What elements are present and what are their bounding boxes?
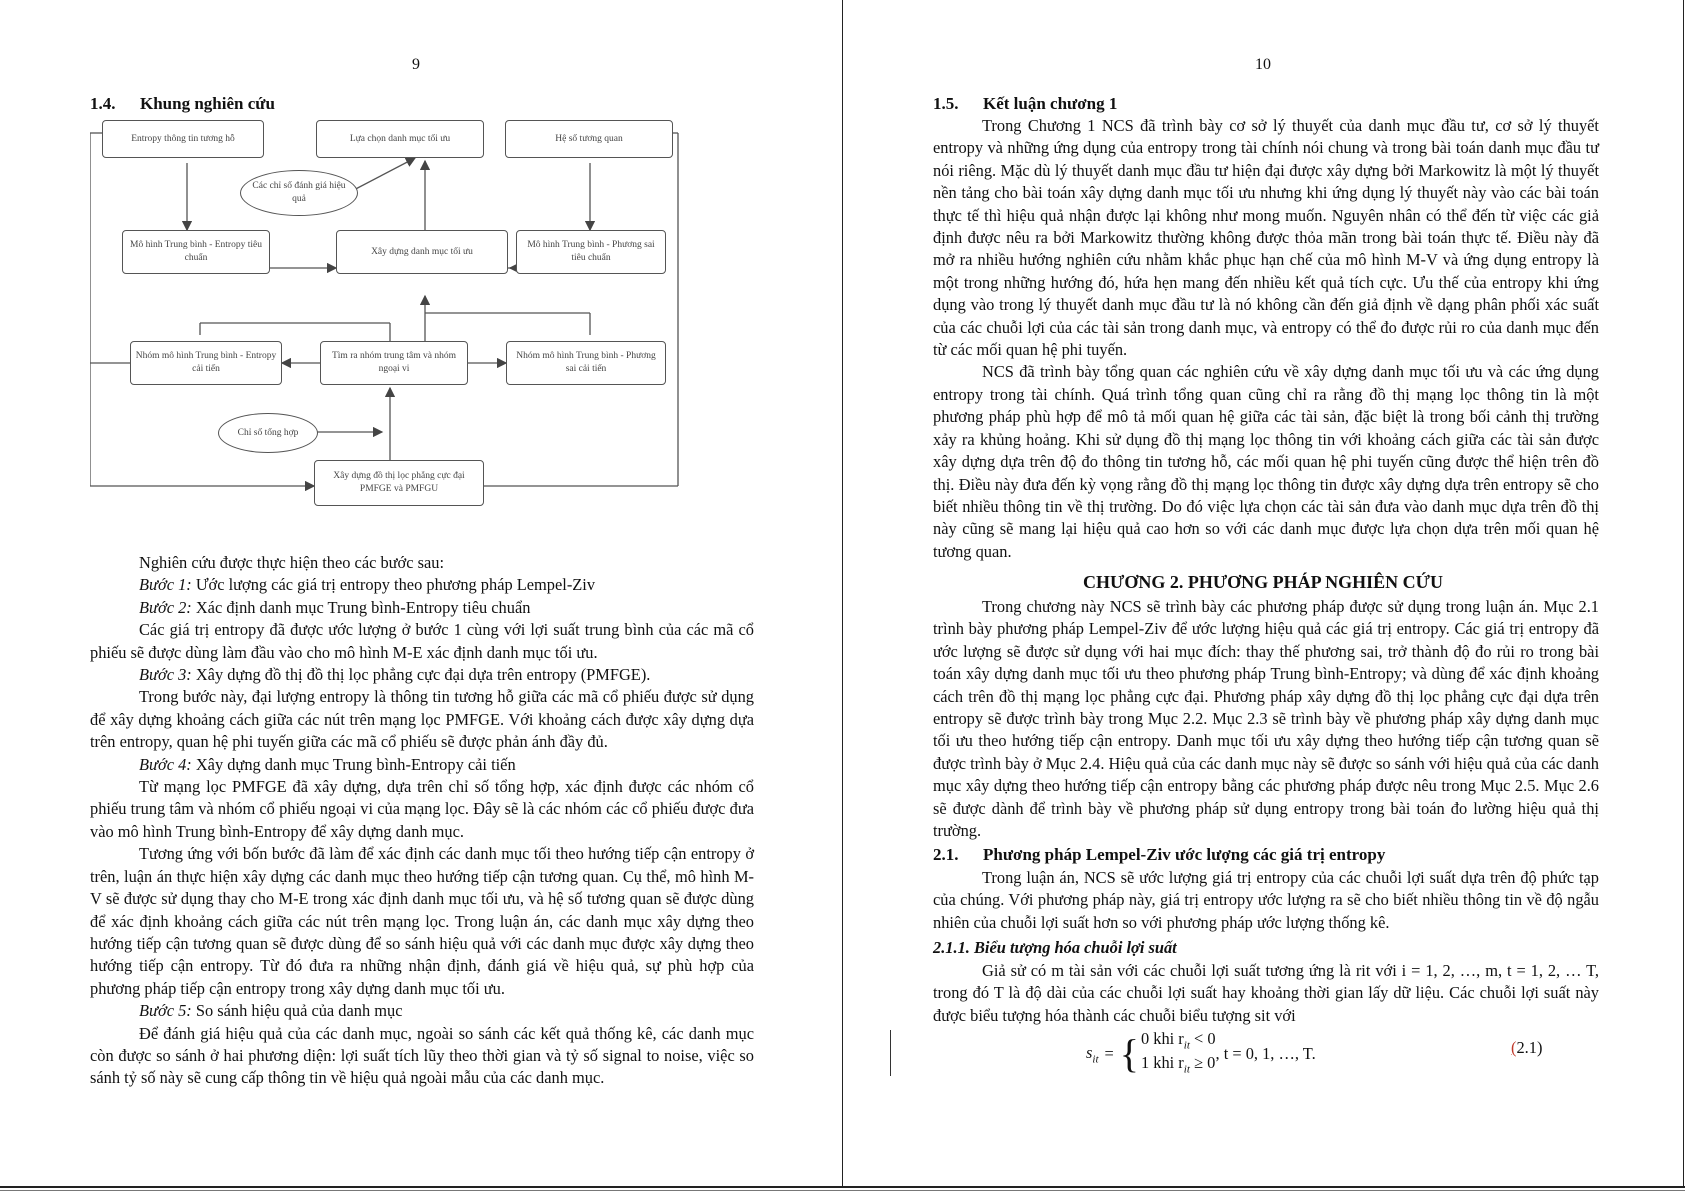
section-heading [90,94,275,114]
subsection-heading: 2.1.1. Biểu tượng hóa chuỗi lợi suất [933,938,1177,957]
formula-case-1-text: 0 khi r [1140,1029,1184,1048]
step4-text: Xây dựng danh mục Trung bình-Entropy cải tiến [191,754,516,774]
right-page [843,0,1683,1186]
step1-paragraph [90,574,754,596]
box-improved-mean-variance: Nhóm mô hình Trung bình - Phương sai cải tiến [506,341,666,385]
formula-equals: = [1104,1044,1114,1064]
lempel-ziv-paragraph: Trong luận án, NCS sẽ ước lượng giá trị entropy của các chuỗi lợi suất dựa trên độ phức tạp của chúng. Với phương pháp này, giá trị entropy ước lượng ra sẽ cho biết nhiều thông tin về độ ngẫu nhiên của chuỗi lợi suất hơn so với phương pháp ước lượng thống kê. [933,868,1599,932]
step2-text: Xác định danh mục Trung bình-Entropy tiêu chuẩn [191,597,531,617]
equation-number [1511,1038,1542,1058]
box-standard-mean-entropy: Mô hình Trung bình - Entropy tiêu chuẩn [122,230,270,274]
frame-bottom-edge [0,1186,1685,1188]
right-body-text-top [933,115,1599,563]
step3-text: Xây dựng đồ thị đồ thị lọc phẳng cực đại dựa trên entropy (PMFGE). [191,665,651,685]
formula-case-1 [1141,1030,1216,1054]
box-build-optimal-portfolio: Xây dựng danh mục tối ưu [336,230,508,274]
frame-right-edge [1683,0,1684,1188]
step2-paragraph [90,597,754,619]
research-framework-flowchart [90,118,730,546]
step4-body: Từ mạng lọc PMFGE đã xây dựng, dựa trên chỉ số tổng hợp, xác định được các nhóm cổ phiếu trung tâm và nhóm cổ phiếu ngoại vi của mạng lọc. Đây sẽ là các nhóm các cổ phiếu được đưa vào mô hình Trung bình-Entropy để xây dựng danh mục. [90,777,754,841]
formula-lhs-subscript: it [1092,1053,1099,1066]
formula-cases [1141,1030,1216,1079]
step1-text: Ước lượng các giá trị entropy theo phương pháp Lempel-Ziv [191,575,596,595]
step5-paragraph [90,1000,754,1022]
formula-case-2-text: 1 khi r [1140,1053,1184,1073]
section-heading [933,94,1117,114]
formula-case-1-sub: it [1183,1039,1190,1052]
chapter-title: CHƯƠNG 2. PHƯƠNG PHÁP NGHIÊN CỨU [1083,572,1443,592]
formula-brace: { [1119,1031,1139,1077]
section-heading-2-1 [933,845,1385,865]
formula-case-2-tail: ≥ 0 [1189,1053,1216,1073]
equation-number-text: 2.1) [1516,1038,1543,1057]
formula-case-2-sub: it [1183,1063,1190,1076]
step4-paragraph [90,754,754,776]
box-correlation-coefficient: Hệ số tương quan [505,120,673,158]
four-steps-paragraph: Tương ứng với bốn bước đã làm để xác định các danh mục tối theo hướng tiếp cận entropy ở trên, luận án thực hiện xây dựng các danh mục theo hướng tiếp cận tương quan. Cụ thể, mô hình M-V sẽ được sử dụng thay cho M-E trong xác định danh mục tối ưu, và hệ số tương quan sẽ được dùng để xác định khoảng cách giữa các nút trên mạng lọc. Trong luận án, các danh mục xây dựng theo hướng tiếp cận tương quan sẽ được dùng để so sánh hiệu quả với các danh mục được xây dựng theo hướng tiếp cận entropy. Từ đó đưa ra những nhận định, đánh giá về hiệu quả, sự phù hợp của phương pháp tiếp cận entropy trong xây dựng danh mục tối ưu. [90,844,754,998]
step4-label: Bước 4: [139,754,192,774]
box-build-pmfg-line2: PMFGE và PMFGU [359,484,439,494]
box-optimal-portfolio-selection: Lựa chọn danh mục tối ưu [316,120,484,158]
step2-body: Các giá trị entropy đã được ước lượng ở bước 1 cùng với lợi suất trung bình của các mã cổ phiếu sẽ được dùng làm đầu vào cho mô hình M-E xác định danh mục tối ưu. [90,620,754,662]
heading-title: Phương pháp Lempel-Ziv ước lượng các giá trị entropy [983,845,1386,864]
heading-title: Kết luận chương 1 [983,94,1118,113]
step1-label: Bước 1: [139,575,192,595]
intro-paragraph: Nghiên cứu được thực hiện theo các bước sau: [139,553,445,572]
chapter-intro-text [933,596,1599,842]
heading-number: 1.4. [90,94,116,113]
symbolization-text [933,960,1599,1027]
box-standard-mean-variance: Mô hình Trung bình - Phương sai tiêu chuẩn [516,230,666,274]
ellipse-performance-indicators: Các chỉ số đánh giá hiệu quả [240,170,358,216]
formula-lhs-symbol: s [1086,1043,1093,1063]
step5-body: Để đánh giá hiệu quả của các danh mục, ngoài so sánh các kết quả thống kê, các danh mục còn được so sánh ở hai phương diện: lợi suất tích lũy theo thời gian và tỷ số signal to noise, việc so sánh tỷ số này sẽ cung cấp thông tin về hiệu quả ngoài mẫu của các danh mục. [90,1023,754,1088]
conclusion-paragraph-2: NCS đã trình bày tổng quan các nghiên cứu về xây dựng danh mục tối ưu và các ứng dụng entropy trong tài chính. Quá trình tổng quan cũng chỉ ra rằng đồ thị mạng lọc thông tin là một phương pháp phù hợp để mô tả mối quan hệ giữa các tài sản, đặc biệt là trong bối cảnh thị trường xảy ra khủng hoảng. Khi sử dụng đồ thị mạng lọc thông tin với khoảng cách giữa các tài sản được xây dựng dựa trên độ đo thông tin tương hỗ, các mối quan hệ phi tuyến cũng được thể hiện trên đồ thị. Điều này đưa đến kỳ vọng rằng đồ thị mạng lọc thông tin được xây dựng dựa trên entropy sẽ cho biết nhiều thông tin về thị trường. Do đó việc lựa chọn các tài sản đưa vào danh mục dựa trên đồ thị này cũng sẽ mang lại hiệu quả cao hơn so với các danh mục được lựa chọn dựa trên mối quan hệ tương quan. [933,362,1599,561]
symbolization-paragraph: Giả sử có m tài sản với các chuỗi lợi suất tương ứng là rit với i = 1, 2, …, m, t = 1, 2, … T, trong đó T là độ dài của các chuỗi lợi suất hay khoảng thời gian lấy dữ liệu. Các chuỗi lợi suất này được biểu tượng hóa thành các chuỗi biểu tượng sit với [933,961,1599,1025]
box-central-peripheral-groups: Tìm ra nhóm trung tâm và nhóm ngoại vi [320,341,468,385]
lempel-ziv-text [933,867,1599,934]
step3-paragraph [90,664,754,686]
heading-number: 1.5. [933,94,959,113]
step3-body: Trong bước này, đại lượng entropy là thông tin tương hỗ giữa các mã cổ phiếu được sử dụng để xây dựng khoảng cách giữa các nút trên mạng lọc PMFGE. Với khoảng cách được xây dựng dựa trên entropy, quan hệ phi tuyến giữa các mã cổ phiếu sẽ được phản ánh đầy đủ. [90,687,754,752]
formula-case-2 [1141,1054,1216,1078]
box-build-pmfg [314,460,484,506]
chapter-intro-paragraph: Trong chương này NCS sẽ trình bày các phương pháp được sử dụng trong luận án. Mục 2.1 trình bày phương pháp Lempel-Ziv để ước lượng hiệu quả các giá trị entropy. Các giá trị entropy đã ước lượng sẽ được sử dụng với hai mục đích: thay thế phương sai, trở thành độ đo rủi ro trong bài toán xây dựng danh mục tối ưu theo phương pháp Trung bình-Entropy; và dùng để xác định khoảng cách trên đồ thị mạng lọc phẳng cực đại. Phương pháp xây dựng đồ thị lọc phẳng cực đại dựa trên entropy sẽ được trình bày trong Mục 2.2. Mục 2.3 sẽ trình bày về phương pháp xây dựng danh mục tối ưu theo hướng tiếp cận entropy. Danh mục tối ưu xây dựng theo hướng tiếp cận tương quan sẽ được trình bày ở Mục 2.4. Hiệu quả của các danh mục này sẽ được so sánh với hiệu quả của các danh mục xây dựng theo hướng tiếp cận entropy bằng các phương pháp được nêu trong Mục 2.5. Mục 2.6 sẽ được dành để trình bày về phương pháp sử dụng entropy trong bài toán đo lường hiệu quả thị trường. [933,597,1599,841]
box-improved-mean-entropy: Nhóm mô hình Trung bình - Entropy cải tiến [130,341,282,385]
conclusion-paragraph-1: Trong Chương 1 NCS đã trình bày cơ sở lý thuyết của danh mục đầu tư, cơ sở lý thuyết entropy và những ứng dụng của entropy trong tài chính nói chung và trong bài toán danh mục đầu tư nói riêng. Mặc dù lý thuyết danh mục đầu tư hiện đại được xây dựng bởi Markowitz là một lý thuyết nền tảng cho bài toán xây dựng danh mục tối ưu nhưng khi ứng dụng lý thuyết này vào các bài toán thực tế thì hiệu quả nhận được lại không như mong muốn. Nguyên nhân có thể đến từ việc các giả định được nêu ra bởi Markowitz thường không được thỏa mãn trong bài toán thực tế. Điều này đã mở ra nhiều hướng nghiên cứu nhằm khắc phục hạn chế của mô hình M-V và ứng dụng entropy là một trong những hướng đó, hứa hẹn mang đến nhiều kết quả tích cực. Ưu thế của entropy khi ứng dụng vào trong lý thuyết danh mục đầu tư là nó không cần đến giả định về dạng phân phối xác suất của các chuỗi lợi của các tài sản trong danh mục, và entropy có thể đo được rủi ro của danh mục đến từ các mối quan hệ phi tuyến. [933,116,1599,360]
page-number: 9 [412,56,420,73]
formula-rhs: , t = 0, 1, …, T. [1215,1044,1316,1064]
step2-label: Bước 2: [139,597,192,617]
step5-text: So sánh hiệu quả của danh mục [191,1001,403,1021]
box-mutual-information-entropy: Entropy thông tin tương hỗ [102,120,264,158]
step5-label: Bước 5: [139,1001,192,1021]
equation-number-paren: ( [1511,1038,1517,1057]
formula-case-1-tail: < 0 [1189,1029,1216,1048]
box-build-pmfg-line1: Xây dựng đồ thị lọc phẳng cực đại [333,471,465,481]
equation-2-1 [1086,1030,1316,1079]
left-body-text [90,552,754,1090]
heading-number: 2.1. [933,845,959,864]
page-number: 10 [1255,56,1271,73]
left-page [0,0,843,1186]
heading-title: Khung nghiên cứu [140,94,275,113]
text-cursor-bar [890,1030,891,1076]
ellipse-composite-index: Chỉ số tổng hợp [218,413,318,453]
step3-label: Bước 3: [139,665,192,685]
formula-lhs [1086,1043,1099,1065]
